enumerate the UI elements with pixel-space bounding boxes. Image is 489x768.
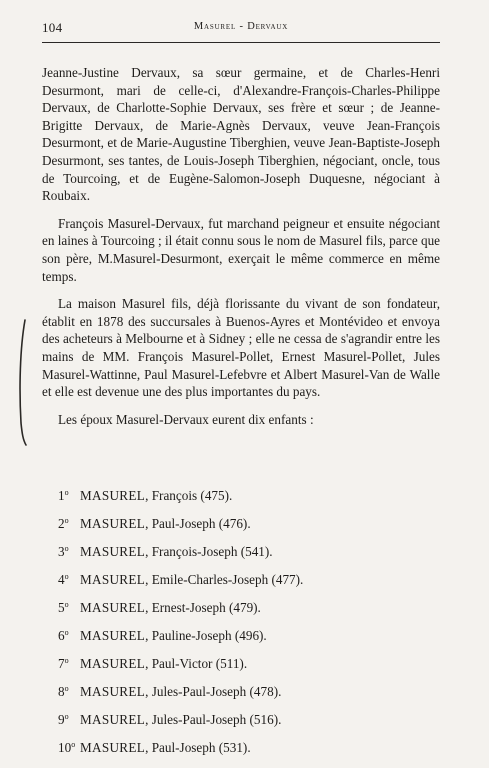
child-surname: MASUREL xyxy=(80,740,146,755)
child-given-names: Emile-Charles-Joseph (477). xyxy=(151,572,304,587)
child-surname: MASUREL xyxy=(80,572,146,587)
list-item: 6$^o$ MASUREL, Pauline-Joseph (496). xyxy=(58,624,438,652)
body-text xyxy=(42,64,440,428)
child-given-names: François-Joseph (541). xyxy=(151,544,273,559)
handwritten-margin-bracket xyxy=(16,318,30,448)
paragraph-maison-masurel: La maison Masurel fils, déjà florissante du vivant de son fondateur, établit en 1878 des succursales à Buenos-Ayres et Montévideo et envoya des acheteurs à Melbourne et à Sidney ; elle ne cessa de s'agrandir entre les mains de MM. François Masurel-Pollet, Ernest Masurel-Pollet, Jules Masurel-Wattinne, Paul Masurel-Lefebvre et Albert Masurel-Van de Walle et elle est devenue une des plus importantes du pays. xyxy=(42,296,440,400)
list-item: 8$^o$ MASUREL, Jules-Paul-Joseph (478). xyxy=(58,680,438,708)
child-surname: MASUREL xyxy=(80,544,146,559)
child-surname: MASUREL xyxy=(80,656,146,671)
child-given-names: Paul-Victor (511). xyxy=(151,656,248,671)
running-title: Masurel - Dervaux xyxy=(193,21,289,32)
children-list xyxy=(58,484,438,764)
child-ordinal: 7$^o$ xyxy=(58,656,69,671)
child-given-names: Jules-Paul-Joseph (516). xyxy=(151,712,282,727)
header-rule xyxy=(42,42,440,43)
list-item: 9$^o$ MASUREL, Jules-Paul-Joseph (516). xyxy=(58,708,438,736)
paragraph-children-intro: Les époux Masurel-Dervaux eurent dix enfants : xyxy=(58,411,314,427)
list-item: 2$^o$ MASUREL, Paul-Joseph (476). xyxy=(58,512,438,540)
child-given-names: Paul-Joseph (531). xyxy=(151,740,251,755)
child-surname: MASUREL xyxy=(80,712,146,727)
child-surname: MASUREL xyxy=(80,516,146,531)
child-ordinal: 6$^o$ xyxy=(58,628,69,643)
list-item: 1$^o$ MASUREL, François (475). xyxy=(58,484,438,512)
child-ordinal: 4$^o$ xyxy=(58,572,69,587)
child-surname: MASUREL xyxy=(80,600,146,615)
paragraph-continuation: Jeanne-Justine Dervaux, sa sœur germaine, et de Charles-Henri Desurmont, mari de celle-ci, d'Alexandre-François-Charles-Philippe Dervaux, de Charlotte-Sophie Dervaux, ses frère et sœur ; de Jeanne-Brigitte Dervaux, de Marie-Agnès Dervaux, veuve Jean-François Desurmont, et de Marie-Augustine Tiberghien, veuve Jean-Baptiste-Joseph Desurmont, ses tantes, de Louis-Joseph Tiberghien, négociant, oncle, tous de Tourcoing, et de Eugène-Salomon-Joseph Duquesne, négociant à Roubaix. xyxy=(42,65,440,204)
child-ordinal: 10$^o$ xyxy=(58,740,76,755)
page-header xyxy=(42,20,440,38)
paragraph-masurel-dervaux: François Masurel-Dervaux, fut marchand peigneur et ensuite négociant en laines à Tourcoing ; il était connu sous le nom de Masurel fils, parce que son père, M.Masurel-Desurmont, exerçait le même commerce en même temps. xyxy=(42,215,441,284)
child-ordinal: 5$^o$ xyxy=(58,600,69,615)
child-given-names: Ernest-Joseph (479). xyxy=(151,600,261,615)
child-given-names: François (475). xyxy=(151,488,233,503)
list-item: 5$^o$ MASUREL, Ernest-Joseph (479). xyxy=(58,596,438,624)
list-item: 10$^o$ MASUREL, Paul-Joseph (531). xyxy=(58,736,438,764)
list-item: 4$^o$ MASUREL, Emile-Charles-Joseph (477). xyxy=(58,568,438,596)
child-ordinal: 9$^o$ xyxy=(58,712,69,727)
page-number: 104 xyxy=(42,20,63,35)
child-ordinal: 8$^o$ xyxy=(58,684,69,699)
child-given-names: Pauline-Joseph (496). xyxy=(151,628,267,643)
list-item: 3$^o$ MASUREL, François-Joseph (541). xyxy=(58,540,438,568)
list-item: 7$^o$ MASUREL, Paul-Victor (511). xyxy=(58,652,438,680)
child-given-names: Jules-Paul-Joseph (478). xyxy=(151,684,282,699)
child-surname: MASUREL xyxy=(80,628,146,643)
child-given-names: Paul-Joseph (476). xyxy=(151,516,251,531)
child-surname: MASUREL xyxy=(80,488,146,503)
child-ordinal: 3$^o$ xyxy=(58,544,69,559)
child-surname: MASUREL xyxy=(80,684,146,699)
child-ordinal: 1$^o$ xyxy=(58,488,69,503)
child-ordinal: 2$^o$ xyxy=(58,516,69,531)
